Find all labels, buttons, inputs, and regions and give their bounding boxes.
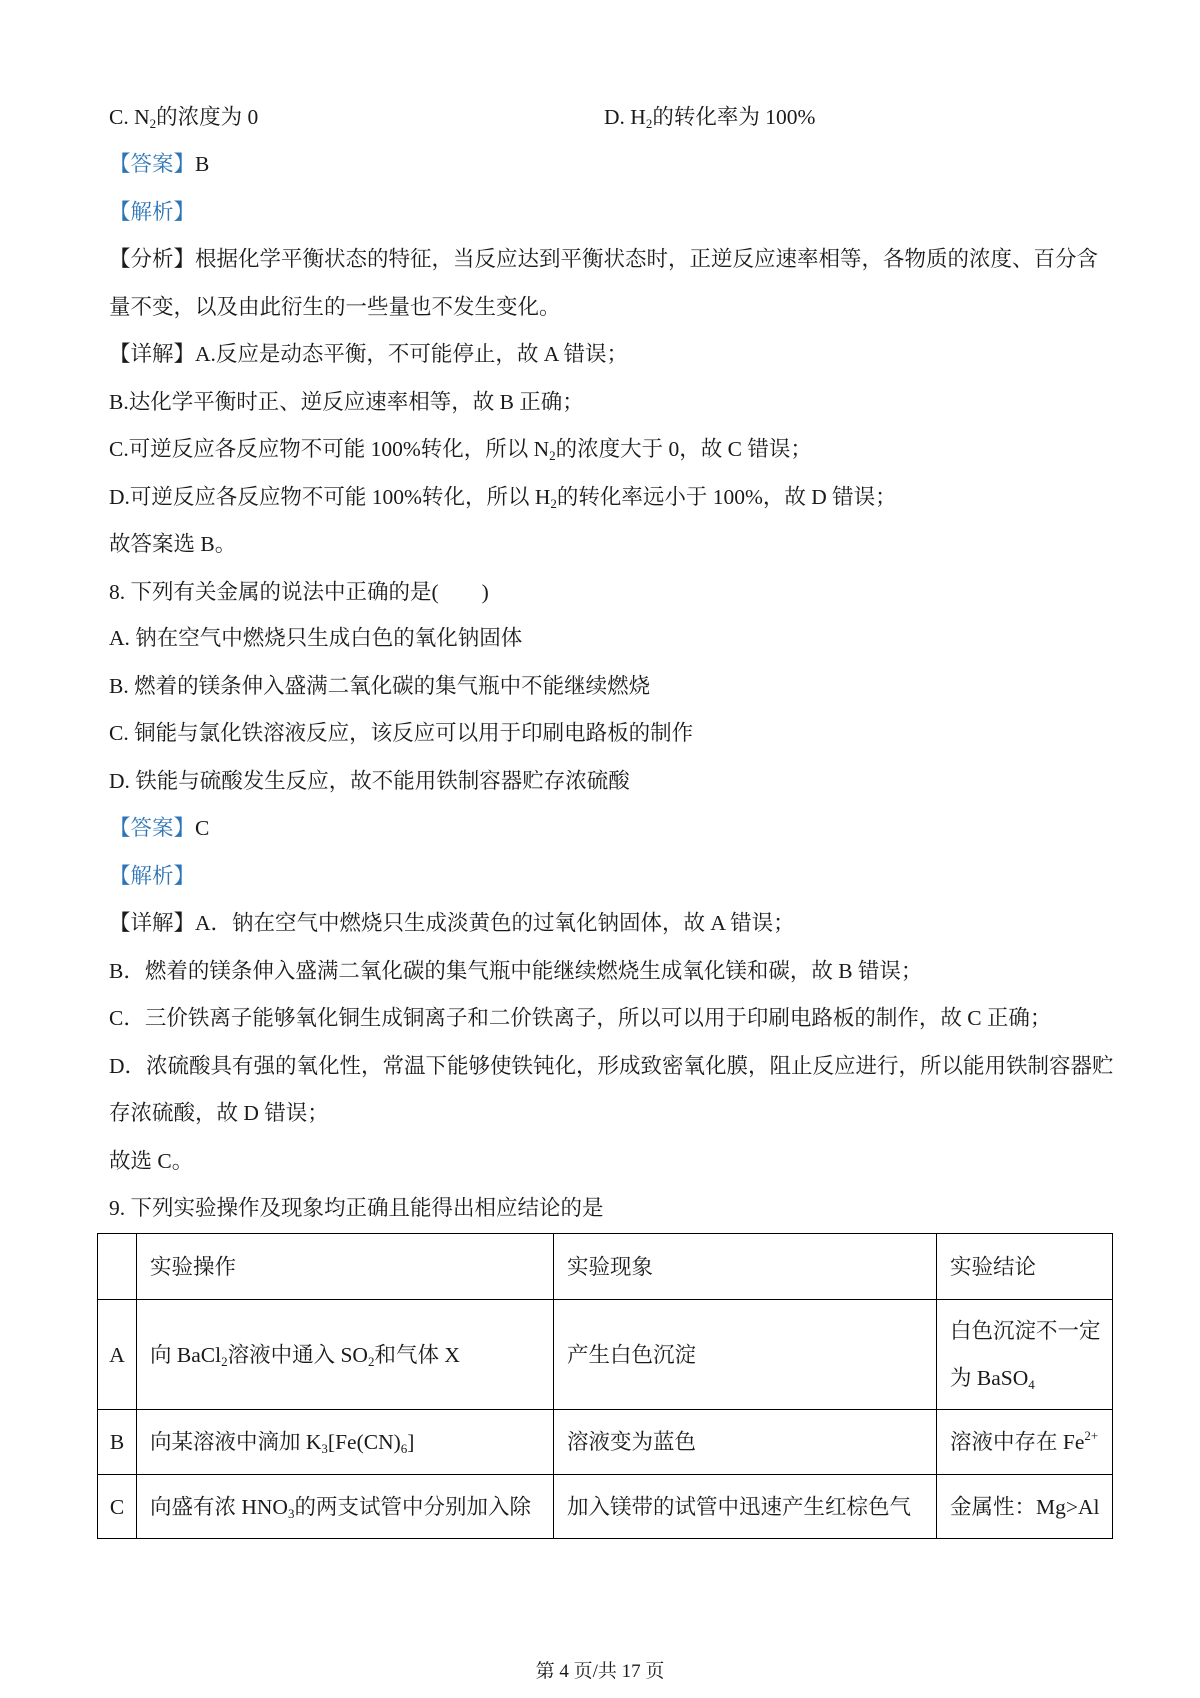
- q8-option-c: [109, 718, 693, 748]
- answer-tag: 【答案】: [109, 816, 196, 840]
- analysis-tag: 【解析】: [109, 864, 196, 888]
- q7-detail-d: [109, 482, 897, 512]
- cell-text: 为 BaSO: [950, 1365, 1029, 1390]
- phenomenon-cell: 加入镁带的试管中迅速产生红棕色气: [554, 1475, 937, 1539]
- detail-text: A.反应是动态平衡，不可能停止，故 A 错误；: [195, 342, 629, 366]
- subscript: 3: [287, 1505, 295, 1521]
- subscript: 2: [549, 448, 556, 463]
- subscript: 6: [400, 1441, 408, 1456]
- detail-tag: 【详解】: [109, 911, 196, 935]
- q8-detail-c: [109, 1003, 1051, 1033]
- detail-text: B．燃着的镁条伸入盛满二氧化碳的集气瓶中能继续燃烧生成氧化镁和碳，故 B 错误；: [109, 959, 923, 983]
- q8-detail-d-line2: [109, 1098, 329, 1128]
- fenxi-tag: 【分析】: [109, 247, 196, 271]
- option-text: B. 燃着的镁条伸入盛满二氧化碳的集气瓶中不能继续燃烧: [109, 674, 651, 698]
- page-footer: 第 4 页/共 17 页: [535, 1661, 665, 1682]
- answer-tag: 【答案】: [109, 152, 196, 176]
- q7-detail-a: [109, 339, 628, 369]
- table-header-cell: 实验现象: [554, 1234, 937, 1300]
- q8-option-a: [109, 623, 522, 653]
- q8-detail-b: [109, 956, 922, 986]
- row-label: C: [98, 1475, 137, 1539]
- detail-text: D．浓硫酸具有强的氧化性，常温下能够使铁钝化，形成致密氧化膜，阻止反应进行，所以能用铁制容器贮: [109, 1054, 1114, 1078]
- option-text: D. H: [604, 105, 646, 129]
- conclusion-text: 故选 C。: [109, 1149, 194, 1173]
- q7-analysis-heading: [109, 197, 195, 227]
- subscript: 2: [149, 116, 157, 131]
- cell-text: 向盛有浓 HNO: [150, 1494, 288, 1519]
- subscript: 2: [367, 1353, 375, 1369]
- q7-option-d: [604, 102, 815, 132]
- answer-value: C: [195, 816, 210, 840]
- table-header-cell: 实验操作: [137, 1234, 554, 1300]
- q7-answer: [109, 149, 209, 179]
- option-text: 的转化率为 100%: [652, 105, 816, 129]
- q9-stem: [109, 1193, 604, 1223]
- table-header-cell: 实验结论: [937, 1234, 1113, 1300]
- cell-text: 溶液中通入 SO: [227, 1342, 368, 1367]
- question-stem: 8. 下列有关金属的说法中正确的是( ): [109, 580, 489, 604]
- detail-text: B.达化学平衡时正、逆反应速率相等，故 B 正确；: [109, 390, 584, 414]
- q8-analysis-heading: [109, 861, 195, 891]
- option-text: C. 铜能与氯化铁溶液反应，该反应可以用于印刷电路板的制作: [109, 721, 694, 745]
- cell-text: ]: [407, 1430, 415, 1454]
- q8-detail-a: [109, 908, 795, 938]
- option-text: D. 铁能与硫酸发生反应，故不能用铁制容器贮存浓硫酸: [109, 769, 630, 793]
- row-label: B: [98, 1410, 137, 1475]
- subscript: 3: [321, 1441, 328, 1456]
- option-text: C. N: [109, 105, 150, 129]
- conclusion-text: 故答案选 B。: [109, 532, 237, 556]
- cell-text: 向某溶液中滴加 K: [150, 1430, 322, 1454]
- question-stem: 9. 下列实验操作及现象均正确且能得出相应结论的是: [109, 1196, 604, 1220]
- detail-text: 的浓度大于 0，故 C 错误；: [555, 437, 812, 461]
- subscript: 2: [221, 1353, 228, 1369]
- detail-text: 存浓硫酸，故 D 错误；: [109, 1101, 329, 1125]
- q7-detail-b: [109, 387, 584, 417]
- table-row: [98, 1410, 1113, 1475]
- cell-text: [Fe(CN): [327, 1430, 401, 1454]
- cell-text: 溶液中存在 Fe: [950, 1430, 1085, 1454]
- operation-cell: [137, 1410, 554, 1475]
- analysis-tag: 【解析】: [109, 200, 196, 224]
- superscript: 2+: [1084, 1428, 1099, 1443]
- cell-text: 白色沉淀不一定: [950, 1318, 1101, 1343]
- q8-option-d: [109, 766, 630, 796]
- detail-tag: 【详解】: [109, 342, 196, 366]
- answer-value: B: [195, 152, 210, 176]
- detail-text: D.可逆反应各反应物不可能 100%转化，所以 H: [109, 485, 551, 509]
- phenomenon-cell: 产生白色沉淀: [554, 1300, 937, 1410]
- table-row: [98, 1475, 1113, 1539]
- q8-answer: [109, 813, 209, 843]
- subscript: 4: [1028, 1376, 1035, 1392]
- detail-text: C．三价铁离子能够氧化铜生成铜离子和二价铁离子，所以可以用于印刷电路板的制作，故 C 正确；: [109, 1006, 1052, 1030]
- q8-conclusion: [109, 1146, 193, 1176]
- q7-detail-c: [109, 434, 812, 464]
- q8-stem: [109, 577, 489, 607]
- option-text: A. 钠在空气中燃烧只生成白色的氧化钠固体: [109, 626, 523, 650]
- operation-cell: [137, 1475, 554, 1539]
- experiment-table: [97, 1233, 1113, 1539]
- table-header-empty: [98, 1234, 137, 1300]
- q7-option-c: [109, 102, 258, 132]
- detail-text: C.可逆反应各反应物不可能 100%转化，所以 N: [109, 437, 550, 461]
- q7-conclusion: [109, 529, 236, 559]
- row-label: A: [98, 1300, 137, 1410]
- option-text: 的浓度为 0: [156, 105, 259, 129]
- fenxi-text: 量不变，以及由此衍生的一些量也不发生变化。: [109, 295, 561, 319]
- subscript: 2: [645, 116, 653, 131]
- conclusion-cell: 金属性：Mg>Al: [937, 1475, 1113, 1539]
- cell-text: 和气体 X: [374, 1342, 460, 1367]
- operation-cell: [137, 1300, 554, 1410]
- q7-fenxi-line2: [109, 292, 561, 322]
- q7-fenxi-line1: [109, 244, 1098, 274]
- fenxi-text: 根据化学平衡状态的特征，当反应达到平衡状态时，正逆反应速率相等，各物质的浓度、百分含: [195, 247, 1099, 271]
- cell-text: 的两支试管中分别加入除: [294, 1494, 531, 1519]
- q8-detail-d-line1: [109, 1051, 1114, 1081]
- q8-option-b: [109, 671, 650, 701]
- table-row: [98, 1300, 1113, 1410]
- conclusion-cell: [937, 1300, 1113, 1410]
- subscript: 2: [550, 496, 557, 511]
- phenomenon-cell: 溶液变为蓝色: [554, 1410, 937, 1475]
- cell-line: [950, 1355, 1112, 1402]
- detail-text: 的转化率远小于 100%，故 D 错误；: [556, 485, 897, 509]
- detail-text: A．钠在空气中燃烧只生成淡黄色的过氧化钠固体，故 A 错误；: [195, 911, 795, 935]
- table-header-row: [98, 1234, 1113, 1300]
- cell-text: 向 BaCl: [150, 1342, 222, 1367]
- conclusion-cell: [937, 1410, 1113, 1475]
